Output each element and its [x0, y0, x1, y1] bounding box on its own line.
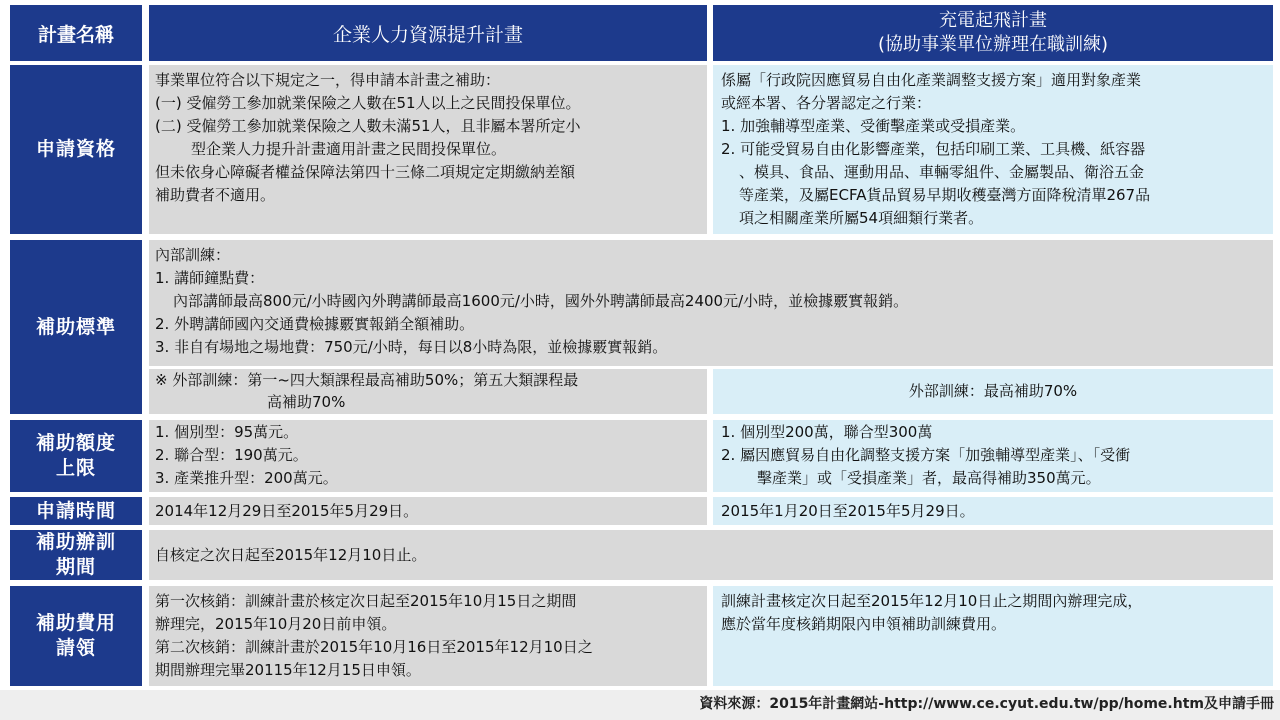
- text-line: 辦理完，2015年10月20日前申領。: [155, 615, 397, 633]
- limit-plan-b: [713, 420, 1273, 492]
- header-plan-b: [713, 5, 1273, 61]
- text-line: 補助費者不適用。: [155, 186, 276, 204]
- text-line: 訓練計畫核定次日起至2015年12月10日止之期間內辦理完成，: [721, 592, 1143, 610]
- row-label-line: 期間: [55, 556, 96, 578]
- row-label-eligibility: 申請資格: [10, 65, 142, 234]
- claim-plan-a: [149, 586, 707, 686]
- text-line: 2. 屬因應貿易自由化調整支援方案「加強輔導型產業」、「受衝: [721, 446, 1131, 464]
- training-period-text: 自核定之次日起至2015年12月10日止。: [149, 530, 1273, 580]
- footer-bar: [0, 690, 1280, 720]
- row-label-training: [10, 530, 142, 580]
- row-label-limit: [10, 420, 142, 492]
- text-line: 項之相關產業所屬54項細類行業者。: [739, 209, 984, 227]
- text-line: 2. 可能受貿易自由化影響產業，包括印刷工業、工具機、紙容器: [721, 140, 1146, 158]
- eligibility-plan-b: [713, 65, 1273, 234]
- text-line: 期間辦理完畢20115年12月15日申領。: [155, 661, 421, 679]
- source-citation: 資料來源：2015年計畫網站-http://www.ce.cyut.edu.tw/pp/home.htm及申請手冊: [699, 696, 1274, 712]
- text-line: 1. 個別型：95萬元。: [155, 423, 299, 441]
- text-line: (二) 受僱勞工參加就業保險之人數未滿51人，且非屬本署所定小: [155, 117, 581, 135]
- text-line: 或經本署、各分署認定之行業：: [721, 94, 932, 112]
- text-line: 擊產業」或「受損產業」者，最高得補助350萬元。: [757, 469, 1101, 487]
- text-line: 內部訓練：: [155, 246, 231, 264]
- text-line: 但未依身心障礙者權益保障法第四十三條二項規定定期繳納差額: [155, 163, 576, 181]
- header-name-label: 計畫名稱: [10, 5, 142, 61]
- period-plan-a: 2014年12月29日至2015年5月29日。: [149, 497, 707, 525]
- text-line: 、模具、食品、運動用品、車輛零組件、金屬製品、衛浴五金: [739, 163, 1145, 181]
- text-line: 型企業人力提升計畫適用計畫之民間投保單位。: [191, 140, 507, 158]
- text-line: 等產業，及屬ECFA貨品貿易早期收穫臺灣方面降稅清單267品: [739, 186, 1151, 204]
- text-line: 1. 講師鐘點費：: [155, 269, 265, 287]
- text-line: 高補助70%: [267, 393, 346, 411]
- text-line: (一) 受僱勞工參加就業保險之人數在51人以上之民間投保單位。: [155, 94, 581, 112]
- standard-internal: [149, 240, 1273, 366]
- row-label-line: 請領: [55, 637, 96, 659]
- text-line: 應於當年度核銷期限內申領補助訓練費用。: [721, 615, 1007, 633]
- header-plan-b-title: 充電起飛計畫: [939, 10, 1047, 31]
- claim-plan-b: [713, 586, 1273, 686]
- row-label-line: 補助費用: [35, 612, 116, 634]
- row-label-claim: [10, 586, 142, 686]
- row-label-line: 上限: [55, 457, 96, 479]
- text-line: 2. 聯合型：190萬元。: [155, 446, 308, 464]
- eligibility-plan-a: [149, 65, 707, 234]
- row-label-line: 補助額度: [35, 432, 116, 454]
- text-line: 事業單位符合以下規定之一，得申請本計畫之補助：: [155, 71, 501, 89]
- text-line: 3. 產業推升型：200萬元。: [155, 469, 338, 487]
- standard-external-plan-a: [149, 369, 707, 414]
- text-line: 1. 加強輔導型產業、受衝擊產業或受損產業。: [721, 117, 1026, 135]
- row-label-line: 補助辦訓: [35, 531, 116, 553]
- text-line: 2. 外聘講師國內交通費檢據覈實報銷全額補助。: [155, 315, 475, 333]
- text-line: ※ 外部訓練：第一~四大類課程最高補助50%；第五大類課程最: [155, 371, 579, 389]
- text-line: 第二次核銷：訓練計畫於2015年10月16日至2015年12月10日之: [155, 638, 593, 656]
- text-line: 3. 非自有場地之場地費：750元/小時，每日以8小時為限，並檢據覈實報銷。: [155, 338, 668, 356]
- text-line: 係屬「行政院因應貿易自由化產業調整支援方案」適用對象產業: [721, 71, 1142, 89]
- limit-plan-a: [149, 420, 707, 492]
- period-plan-b: 2015年1月20日至2015年5月29日。: [713, 497, 1273, 525]
- text-line: 1. 個別型200萬，聯合型300萬: [721, 423, 933, 441]
- header-plan-a: 企業人力資源提升計畫: [149, 5, 707, 61]
- row-label-standard: 補助標準: [10, 240, 142, 414]
- text-line: 內部講師最高800元/小時國內外聘講師最高1600元/小時，國外外聘講師最高2400元/小時，並檢據覈實報銷。: [173, 292, 909, 310]
- standard-external-plan-b: 外部訓練：最高補助70%: [713, 369, 1273, 414]
- header-plan-b-subtitle: (協助事業單位辦理在職訓練): [877, 34, 1109, 55]
- text-line: 第一次核銷：訓練計畫於核定次日起至2015年10月15日之期間: [155, 592, 577, 610]
- row-label-period: 申請時間: [10, 497, 142, 525]
